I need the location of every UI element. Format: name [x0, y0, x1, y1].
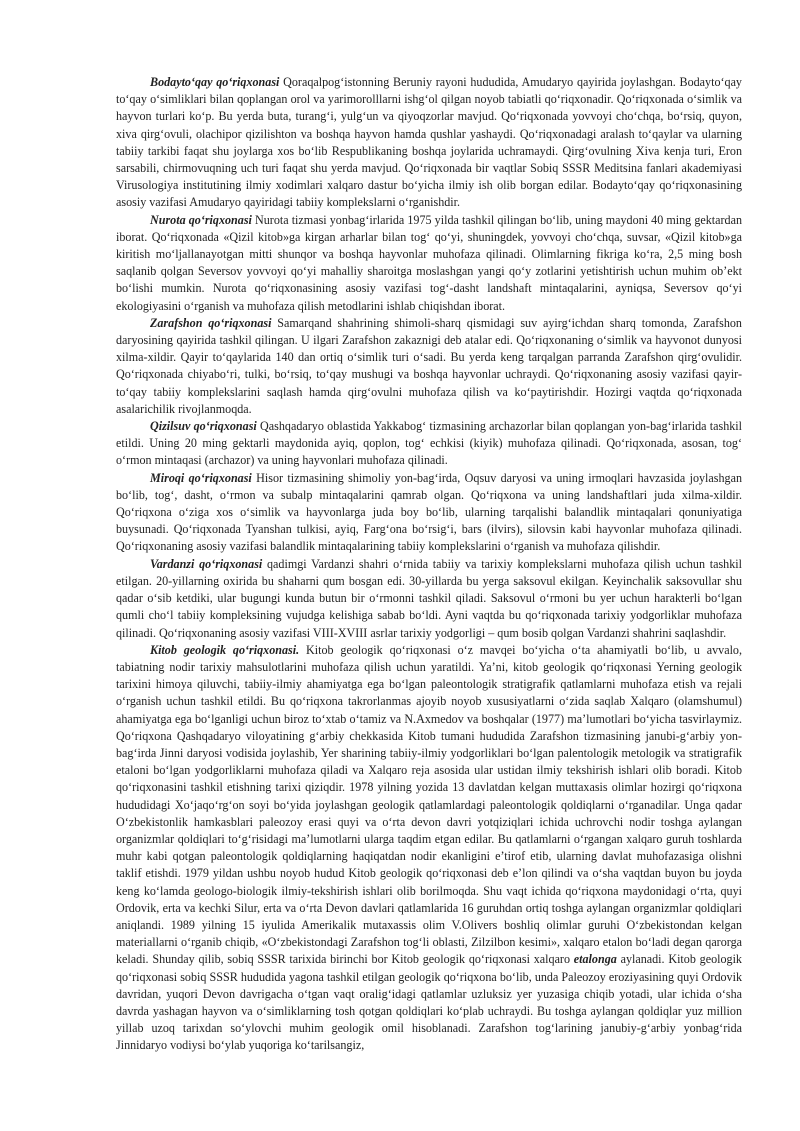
paragraph-miroqi [116, 470, 742, 556]
paragraph-qizilsuv [116, 418, 742, 470]
paragraph-bodaytoqay [116, 74, 742, 212]
paragraph-heading: Kitob geologik qo‘riqxonasi. [150, 642, 300, 657]
document-page [116, 74, 742, 1055]
paragraph-text: Nurota tizmasi yonbag‘irlarida 1975 yilda tashkil qilingan bo‘lib, uning maydoni 40 ming gektardan iborat. Qo‘riqxonada «Qizil kitob»ga kirgan arharlar bilan tog‘ qo‘yi, shuningdek, yovvoyi cho‘chqa, suvsar, «Qizil kitob»ga kiritish mo‘ljallanayotgan mitti shunqor va boshqa hayvonlar muhofaza qilinadi. Olimlarning fikriga ko‘ra, 2,5 ming bosh saqlanib qolgan Seversov yovvoyi qo‘yi mahalliy sharoitga moslashgan yangi qo‘y zotlarini yetishtirish uchun muhim ob’ekt bo‘lishi mumkin. Nurota qo‘riqxonasining asosiy vazifasi tog‘-dasht landshaft mintaqalarini, ayniqsa, Seversov qo‘yi ekologiyasini o‘rganish va muhofaza qilish metodlarini ishlab chiqishdan iborat. [116, 212, 743, 313]
paragraph-zarafshon [116, 315, 742, 418]
paragraph-kitob [116, 642, 742, 1055]
paragraph-heading: Vardanzi qo‘riqxonasi [150, 556, 263, 571]
paragraph-text: Qashqadaryo oblastida Yakkabog‘ tizmasining archazorlar bilan qoplangan yon-bag‘irlarida tashkil etildi. Uning 20 ming gektarli maydonida ayiq, qoplon, tog‘ echkisi (kiyik) muhofaza qilinadi. Qo‘riqxonada, asosan, tog‘ o‘rmon mintaqasi (archazor) va uning hayvonlari muhofaza qilinadi. [116, 419, 743, 468]
paragraph-nurota [116, 212, 742, 315]
paragraph-heading: Bodayto‘qay qo‘riqxonasi [150, 75, 280, 89]
paragraph-vardanzi [116, 556, 742, 642]
paragraph-text: qadimgi Vardanzi shahri o‘rnida tabiiy va tarixiy komplekslarni muhofaza qilish uchun tashkil etilgan. 20-yillarning oxirida bu shaharni qum bosgan edi. 30-yillarda bu yerga saksovul ekilgan. Keyinchalik saksovullar shu qadar o‘sib ketdiki, ular bugungi kunda butun bir o‘rmonni tashkil qiladi. Saksovul o‘rmoni bu yer uchun harakterli bo‘lgan qumli cho‘l tabiiy kompleksining vujudga kelishiga sabab bo‘ldi. Ayni vaqtda bu qo‘riqxonada tarixiy yodgorliklar muhofaza qilinadi. Qo‘riqxonaning asosiy vazifasi VIII-XVIII asrlar tarixiy yodgorligi – qum bosib qolgan Vardanzi shahrini saqlashdir. [116, 556, 742, 640]
paragraph-text: Qoraqalpog‘istonning Beruniy rayoni hududida, Amudaryo qayirida joylashgan. Bodayto‘qay to‘qay o‘simliklari bilan qoplangan orol va yarimorolllarni ishg‘ol qilgan noyob tabiatli qo‘riqxonadir. Qo‘riqxonada o‘simlik va hayvon turlari ko‘p. Bu yerda buta, turang‘i, yulg‘un va qiyoqzorlar mavjud. Qo‘riqxonada yovvoyi cho‘chqa, bo‘rsiq, quyon, xiva qirg‘ovuli, olachipor qizilishton va boshqa hayvon hamda qushlar yashaydi. Qo‘riqxonadagi aralash to‘qaylar va ularning tabiiy tarkibi faqat shu joylarga xos bo‘lib Respublikaning boshqa joylarida uchramaydi. Qirg‘ovulning Xiva kenja turi, Eron sarsabili, chirmovuqning uch turi faqat shu yerda mavjud. Qo‘riqxonada bir vaqtlar Sobiq SSSR Meditsina fanlari akademiyasi Virusologiya institutining ilmiy xodimlari xalqaro dastur bo‘yicha ilmiy ish olib borgan edilar. Bodayto‘qay qo‘riqxonasining asosiy vazifasi Amudaryo qayiridagi tabiiy komplekslarni o‘rganishdir. [116, 75, 742, 210]
paragraph-text: aylanadi. Kitob geologik qo‘riqxonasi sobiq SSSR hududida yagona tashkil etilgan geologik qo‘riqxona bo‘lib, unda Paleozoy eroziyasining quyi Ordovik davridan, yuqori Devon davrigacha o‘tgan vaqt oralig‘idagi qatlamlar uzluksiz yer yuzasiga chiqib yotadi, ular ichida o‘sha davrda yashagan hayvon va o‘simliklarning tosh qotgan qoldiqlari ko‘plab uchraydi. Bu toshga aylangan qoldiqlar yuz million yillab uzoq tarixdan so‘ylovchi muhim geologik omil hisoblanadi. Zarafshon tog‘larining janubiy-g‘arbiy yonbag‘rida Jinnidaryo vodiysi bo‘ylab yuqoriga ko‘tarilsangiz, [116, 952, 742, 1053]
paragraph-heading: Zarafshon qo‘riqxonasi [150, 315, 272, 330]
paragraph-text: Hisor tizmasining shimoliy yon-bag‘irda, Oqsuv daryosi va uning irmoqlari havzasida joylashgan bo‘lib, tog‘, dasht, o‘rmon va subalp mintaqalarini qamrab olgan. Qo‘riqxona va uning landshaftlari juda xilma-xildir. Qo‘riqxona o‘ziga xos o‘simlik va hayvonlarga juda boy bo‘lib, ularning tarqalishi balandlik mintaqalari qonuniyatiga buysunadi. Qo‘riqxonada Tyanshan tulkisi, ayiq, Farg‘ona bo‘rsig‘i, bars (ilvirs), silovsin kabi hayvonlar muhofaza qilinadi. Qo‘riqxonaning asosiy vazifasi balandlik mintaqalarining tabiiy komplekslarini o‘rganish va muhofaza qilishdir. [116, 470, 742, 554]
paragraph-heading: Nurota qo‘riqxonasi [150, 212, 252, 227]
paragraph-text: Samarqand shahrining shimoli-sharq qismidagi suv ayirg‘ichdan sharq tomonda, Zarafshon daryosining qayirida tashkil qilingan. U ilgari Zarafshon zakaznigi deb atalar edi. Qo‘riqxonaning o‘simlik va hayvonot dunyosi xilma-xildir. Qayir to‘qaylarida 140 dan ortiq o‘simlik turi o‘sadi. Bu yerda keng tarqalgan parranda Zarafshon qirg‘ovulidir. Qo‘riqxonada chiyabo‘ri, tulki, bo‘rsiq, to‘qay mushugi va boshqa hayvonlar uchraydi. Qo‘riqxonaning asosiy vazifasi qayir-to‘qay tabiiy komplekslarini saqlash hamda qirg‘ovulni muhofaza qilish va ko‘paytirishdir. Hozirgi vaqtda qo‘riqxonada asalarichilik rivojlanmoqda. [116, 315, 742, 416]
paragraph-heading: Miroqi qo‘riqxonasi [150, 470, 252, 485]
paragraph-text: Kitob geologik qo‘riqxonasi o‘z mavqei bo‘yicha o‘ta ahamiyatli bo‘lib, u avvalo, tabiatning nodir tarixiy mahsulotlarini muhofaza qilish uchun yaratildi. Ya’ni, kitob geologik qo‘riqxonasi Yerning geologik tarixini himoya qiluvchi, tabiiy-ilmiy ahamiyatga ega bo‘lgan paleontologik stratigrafik qatlamlarni muhofaza etish va rejali o‘rganish uchun tashkil etildi. Bu qo‘riqxona takrorlanmas ajoyib noyob xususiyatlarni o‘zida saqlab Xalqaro (olamshumul) ahamiyatga ega bo‘lganligi uchun biroz to‘xtab o‘tamiz va N.Axmedov va boshqalar (1977) ma’lumotlari bo‘yicha tasvirlaymiz. Qo‘riqxona Qashqadaryo viloyatining g‘arbiy chekkasida Kitob tumani hududida Zarafshon tizmasining janubi-g‘arbiy yon-bag‘irda Jinni daryosi vodisida joylashib, Yer sharining tabiiy-ilmiy yodgorliklari bo‘lgan palentologik metologik va stratigrafik etaloni bo‘lgan yodgorliklarni muhofaza qiladi va Xalqaro reja asosida ular ustidan ilmiy tekshirish ishlari olib boradi. Kitob qo‘riqxonasini tashkil etishning tarixi qiziqdir. 1978 yilning yozida 13 davlatdan kelgan muttaxasis olimlar hozirgi qo‘riqxona hududidagi Xo‘jaqo‘rg‘on soyi bo‘yida joylashgan geologik qatlamlardagi paleontologik qoldiqlarni o‘rganadilar. Unga qadar O‘zbekistonlik hamkasblari paleozoy erasi quyi va o‘rta devon davri yotqiziqlari ichida uchrovchi nodir toshga aylangan organizmlar qoldiqlari to‘g‘risidagi ma’lumotlarni ularga taqdim etgan edilar. Bu qatlamlarni o‘rgangan xalqaro guruh toshlarda muhr kabi qotgan paleontologik qoldiqlarning haqiqatdan nodir ekanligini e’tirof etib, ularning davlat muhofazasiga olishni taklif etishdi. 1979 yildan ushbu noyob hudud Kitob geologik qo‘riqxonasi deb e’lon qilindi va o‘sha vaqtdan buyon bu joyda keng ko‘lamda geologo-biologik ilmiy-tekshirish ishlari olib borilmoqda. Shu vaqt ichida qo‘riqxona maydonidagi o‘rta, quyi Ordovik, erta va kechki Silur, erta va o‘rta Devon davlari qatlamlarida 16 guruhdan ortiq toshga aylangan organizmlar qoldiqlari aniqlandi. 1989 yilning 15 iyulida Amerikalik mutaxassis olim V.Olivers boshliq olimlar guruhi O‘zbekistondan kelgan materiallarni o‘rganib chiqib, «O‘zbekistondagi Zarafshon tog‘li oblasti, Zilzilbon kesimi», xalqaro etalon bo‘ladi degan qarorga keladi. Shunday qilib, sobiq SSSR tarixida birinchi bor Kitob geologik qo‘riqxonasi xalqaro [116, 642, 742, 967]
paragraph-heading: Qizilsuv qo‘riqxonasi [150, 419, 257, 434]
emphasized-term: etalonga [573, 952, 617, 967]
